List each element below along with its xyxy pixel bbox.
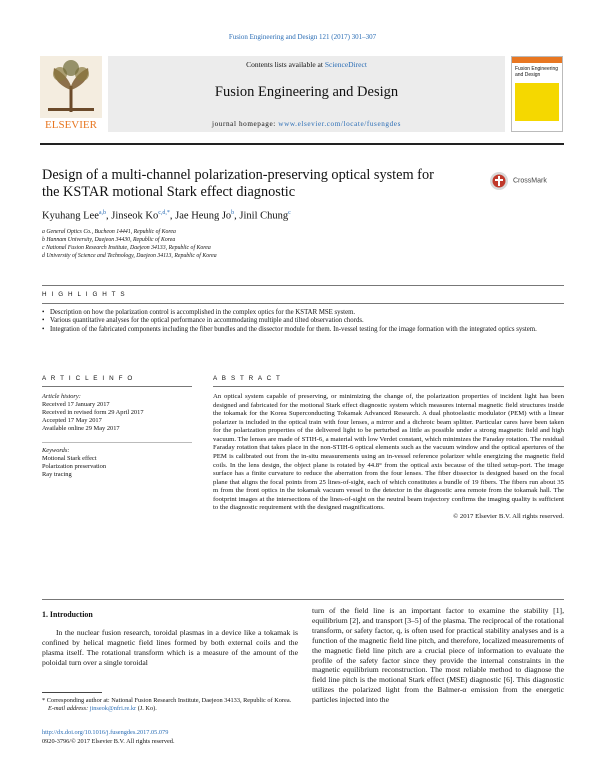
abstract-body bbox=[213, 393, 564, 521]
author-list: Kyuhang Lee$^{a,b}$, Jinseok $Ko^{c,d,*}$, Jae Heung Jo$^b$, Jinil Chung$^c$ bbox=[42, 210, 291, 222]
highlight-item: • Description on how the polarization control is accomplished in the complex optics for the KSTAR MSE system. bbox=[42, 309, 564, 317]
publisher-wordmark: ELSEVIER bbox=[45, 119, 97, 131]
article-info-rule bbox=[42, 386, 192, 387]
abstract-text: An optical system capable of preserving, or minimizing the change of, the polarization properties of incident light has been designed and fabricated for the motional Stark effect diagnostic system which measures internal magnetic field structures inside the tokamak for the Korea Superconducting Tokamak Advanced Research. A dual photoelastic modulator (PEM) with a linear polarizer is included in the optical train with four lenses, a mirror and a dichroic beam splitter. Particular cares have been taken for the polarization properties of the delivered light to be perturbed as little as possible under a strong magnetic field and high vacuum. The lenses are made of STIH-6, a material with low Verdet constant, which minimizes the Faraday rotation. The residual Faraday rotation that takes place in the non-STIH-6 optical elements such as the vacuum window and the optical apertures of the PEM is calibrated out from the in-situ measurements using an in-vessel reference polarizer while energizing the magnetic field coils. In the lens design, the object plane is rotated by 44.8° from the optical axis because of the tilted setup-port. The image surface has a finite curvature to reduce the aberration from the four lenses. The fiber dissector is designed based on the focal plane that aligns the focal points from 25 lines-of-sight, each of which constitutes a bundle of 19 fibers. The fibers run about 35 m from the front optics in the tokamak vacuum vessel to the detector in the diagnostic area remote from the tokamak hall. The footprint images at the intersections of the lines-of-sight on the neutral beam trajectory confirms the imaging quality is sufficient to the diagnostic requirement with the designed magnifications. bbox=[213, 393, 564, 512]
keyword: Polarization preservation bbox=[42, 463, 107, 471]
footnote-email-suffix: (J. Ko). bbox=[137, 705, 157, 712]
doi-link[interactable]: http://dx.doi.org/10.1016/j.fusengdes.2017.05.079 bbox=[42, 729, 169, 736]
section-heading-introduction: 1. Introduction bbox=[42, 610, 93, 619]
history-received: Received 17 January 2017 bbox=[42, 401, 110, 409]
history-accepted: Accepted 17 May 2017 bbox=[42, 417, 102, 425]
elsevier-logo[interactable] bbox=[40, 56, 102, 132]
author-name[interactable]: Jinseok Ko bbox=[111, 210, 159, 222]
article-history-label: Article history: bbox=[42, 393, 81, 400]
author-name[interactable]: Jae Heung Jo bbox=[175, 210, 232, 222]
title-line-1: Design of a multi-channel polarization-preserving optical system for bbox=[42, 167, 434, 183]
article-history bbox=[42, 393, 192, 433]
article-title bbox=[42, 167, 482, 201]
contents-line bbox=[108, 60, 505, 69]
article-identifiers bbox=[42, 728, 298, 746]
affiliation-a: a General Optics Co., Bucheon 14441, Republic of Korea bbox=[42, 229, 176, 235]
author-email-link[interactable]: jinseok@nfri.re.kr bbox=[89, 705, 137, 712]
abstract-bottom-rule bbox=[42, 599, 564, 600]
sciencedirect-link[interactable]: ScienceDirect bbox=[324, 60, 367, 69]
keywords-block bbox=[42, 447, 192, 479]
journal-name: Fusion Engineering and Design bbox=[214, 84, 399, 100]
footnote bbox=[42, 697, 298, 713]
highlights-rule-bottom bbox=[42, 303, 564, 304]
affiliation-b: b Hannam University, Daejeon 34430, Republic of Korea bbox=[42, 237, 176, 243]
crossmark-icon bbox=[489, 171, 509, 191]
keywords-label: Keywords: bbox=[42, 447, 70, 454]
highlights-list bbox=[42, 309, 564, 334]
highlight-item: • Various quantitative analyses for the optical performance in accommodating multiple and tilted observation chords. bbox=[42, 317, 564, 325]
footnote-corresponding: * Corresponding author at: National Fusion Research Institute, Daejeon 34133, Republic of Korea. bbox=[42, 697, 292, 704]
issn-line: 0920-3796/© 2017 Elsevier B.V. All rights reserved. bbox=[42, 738, 175, 745]
journal-homepage bbox=[108, 120, 505, 128]
author-name[interactable]: Jinil Chung bbox=[239, 210, 289, 222]
affiliation-c: c National Fusion Research Institute, Daejeon 34133, Republic of Korea bbox=[42, 245, 211, 251]
history-revised: Received in revised form 29 April 2017 bbox=[42, 409, 144, 417]
footnote-rule bbox=[42, 692, 102, 693]
cover-title: Fusion Engineering and Design bbox=[515, 66, 559, 78]
author-affiliation-marker[interactable]: a,b bbox=[98, 210, 107, 216]
homepage-link[interactable]: www.elsevier.com/locate/fusengdes bbox=[278, 120, 401, 128]
keyword: Motional Stark effect bbox=[42, 455, 97, 463]
keywords-rule bbox=[42, 442, 192, 443]
abstract-copyright: © 2017 Elsevier B.V. All rights reserved. bbox=[453, 512, 564, 520]
body-column-left: In the nuclear fusion research, toroidal plasmas in a device like a tokamak is confined by helical magnetic field lines formed by both external coils and the plasma itself. The rotational transform which is a measure of the amount of the poloidal turn over a single toroidal bbox=[42, 628, 298, 667]
journal-cover-thumbnail[interactable] bbox=[511, 56, 563, 132]
abstract-heading: A B S T R A C T bbox=[213, 375, 282, 382]
abstract-rule bbox=[213, 386, 564, 387]
author-affiliation-marker[interactable]: c bbox=[288, 210, 291, 216]
body-column-right: turn of the field line is an important factor to examine the stability [1], equilibrium [2], and transport [3–5] of the plasma. The reciprocal of the rotational transform, or safety factor, q, is often used for practical stability analyses and is a function of the magnetic field line pitch, and therefore, localized measurements of the magnetic field line pitch are a crucial piece of information to evaluate the profile of the safety factor since they provide the internal constraints in the magnetic equilibrium reconstruction. The most reliable method to diagnose the field line pitch is the motional Stark effect (MSE) diagnostic [6]. This diagnostic utilizes the polarized light from the Balmer-α emission from the energetic particles injected into the bbox=[312, 606, 564, 705]
keyword: Ray tracing bbox=[42, 471, 72, 479]
header-rule bbox=[40, 143, 564, 145]
author-name[interactable]: Kyuhang Lee bbox=[42, 210, 99, 222]
highlights-rule bbox=[42, 285, 564, 286]
cover-art bbox=[515, 83, 559, 121]
footnote-email-label: E-mail address: bbox=[48, 705, 89, 712]
highlights-heading: H I G H L I G H T S bbox=[42, 291, 127, 298]
author-affiliation-marker[interactable]: b bbox=[231, 210, 235, 216]
author-affiliation-marker[interactable]: c,d,* bbox=[158, 210, 170, 216]
journal-reference[interactable]: Fusion Engineering and Design 121 (2017) 301–307 bbox=[228, 33, 377, 41]
article-info-heading: A R T I C L E I N F O bbox=[42, 375, 134, 382]
history-online: Available online 29 May 2017 bbox=[42, 425, 120, 433]
highlight-item: • Integration of the fabricated components including the fiber bundles and the dissector module for them. In-vessel testing for the image formation with the integrated optics system. bbox=[42, 326, 564, 334]
crossmark-label: CrossMark bbox=[513, 177, 547, 185]
homepage-label: journal homepage: bbox=[211, 120, 276, 128]
title-line-2: the KSTAR motional Stark effect diagnostic bbox=[42, 184, 296, 200]
contents-prefix: Contents lists available at bbox=[246, 60, 323, 69]
affiliation-d: d University of Science and Technology, Daejeon 34113, Republic of Korea bbox=[42, 253, 217, 259]
crossmark-badge[interactable] bbox=[489, 171, 561, 191]
